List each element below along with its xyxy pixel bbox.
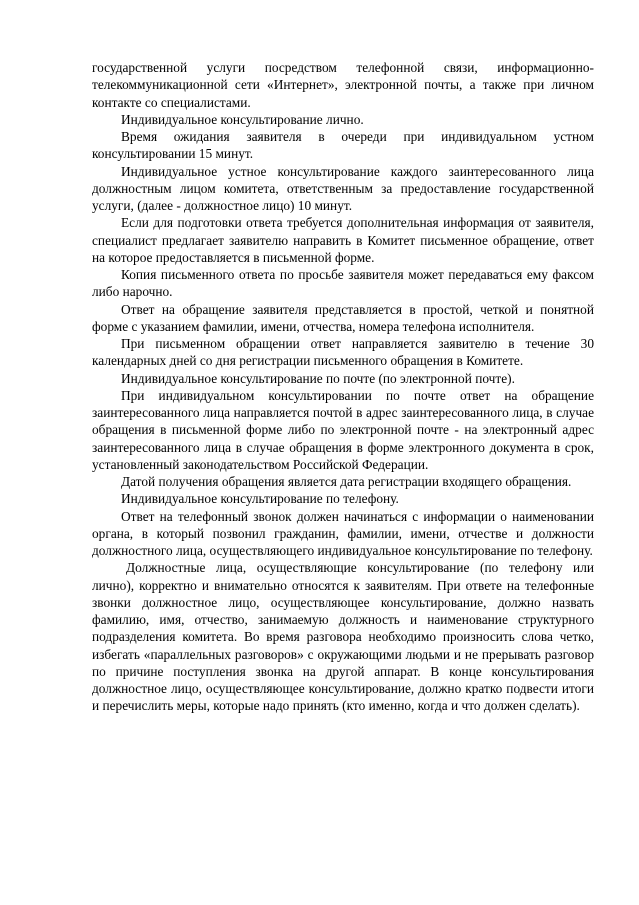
paragraph-continuation: государственной услуги посредством телефонной связи, информационно-телекоммуникационной сети «Интернет», электронной почты, а также при личном контакте со специалистами. (92, 60, 594, 110)
paragraph-personal-consulting-heading: Индивидуальное консультирование лично. (121, 111, 364, 127)
paragraph-phone-answer: Ответ на телефонный звонок должен начинаться с информации о наименовании органа, в который позвонил гражданин, фамилии, имени, отчестве и должности должностного лица, осуществляющего индивидуальное консультирование по телефону. (92, 508, 594, 558)
paragraph-mail-consulting-heading: Индивидуальное консультирование по почте (по электронной почте). (121, 370, 515, 386)
paragraph-copy-by-fax: Копия письменного ответа по просьбе заявителя может передаваться ему факсом либо нарочно. (92, 267, 594, 300)
paragraph-answer-form: Ответ на обращение заявителя представляется в простой, четкой и понятной форме с указанием фамилии, имени, отчества, номера телефона исполнителя. (92, 301, 594, 334)
paragraph-officials-conduct: Должностные лица, осуществляющие консультирование (по телефону или лично), корректно и внимательно относятся к заявителям. При ответе на телефонные звонки должностное лицо, осуществляющее консультирование, должно назвать фамилию, имя, отчество, занимаемую должность и наименование структурного подразделения комитета. Во время разговора необходимо произносить слова четко, избегать «параллельных разговоров» с окружающими людьми и не прерывать разговор по причине поступления звонка на другой аппарат. В конце консультирования должностное лицо, осуществляющее консультирование, должно кратко подвести итоги и перечислить меры, которые надо принять (кто именно, когда и что должен сделать). (92, 560, 594, 714)
document-body (92, 59, 594, 715)
paragraph-waiting-time: Время ожидания заявителя в очереди при индивидуальном устном консультировании 15 минут. (92, 129, 594, 162)
paragraph-additional-information: Если для подготовки ответа требуется дополнительная информация от заявителя, специалист предлагает заявителю направить в Комитет письменное обращение, ответ на которое предоставляется в письменной форме. (92, 215, 594, 265)
paragraph-written-answer-deadline: При письменном обращении ответ направляется заявителю в течение 30 календарных дней со дня регистрации письменного обращения в Комитете. (92, 336, 594, 369)
paragraph-oral-consulting-duration: Индивидуальное устное консультирование каждого заинтересованного лица должностным лицом комитета, ответственным за предоставление государственной услуги, (далее - должностное лицо) 10 минут. (92, 163, 594, 213)
paragraph-phone-consulting-heading: Индивидуальное консультирование по телефону. (121, 491, 399, 507)
paragraph-mail-consulting: При индивидуальном консультировании по почте ответ на обращение заинтересованного лица направляется почтой в адрес заинтересованного лица, в случае обращения в письменной форме либо по электронной почте - на электронный адрес заинтересованного лица в случае обращения в форме электронного документа в срок, установленный законодательством Российской Федерации. (92, 387, 594, 472)
paragraph-receipt-date: Датой получения обращения является дата регистрации входящего обращения. (121, 474, 572, 489)
